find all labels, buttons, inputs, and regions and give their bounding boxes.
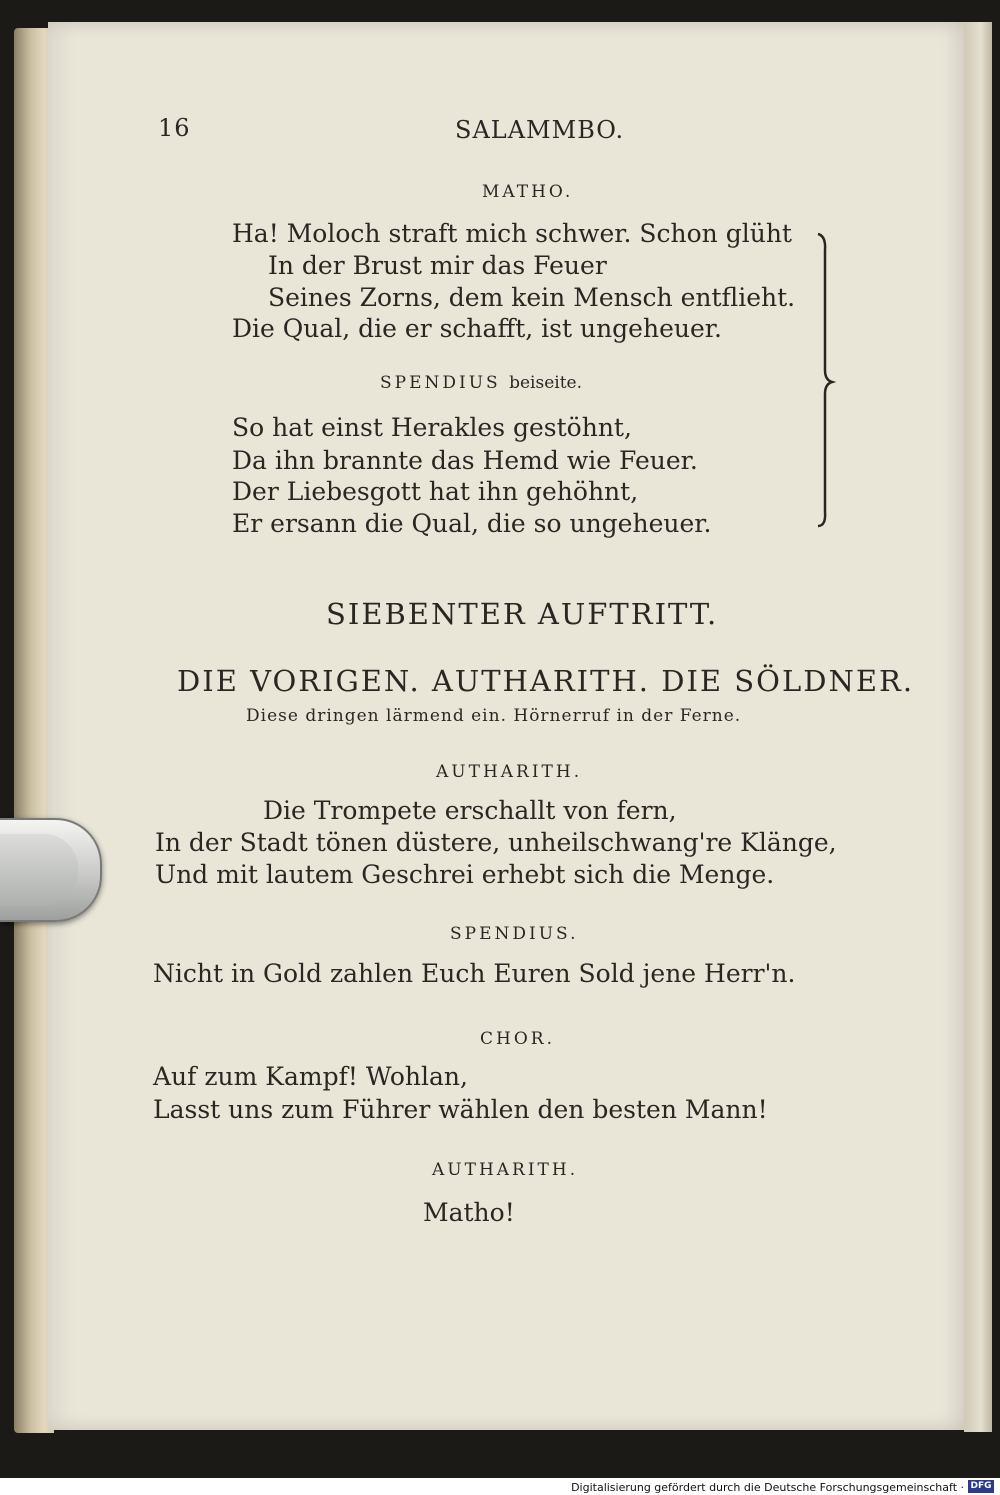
verse-line: Der Liebesgott hat ihn gehöhnt,: [232, 477, 639, 506]
scene-cast: DIE VORIGEN. AUTHARITH. DIE SÖLDNER.: [177, 664, 915, 698]
speaker-spendius: SPENDIUS.: [450, 924, 579, 944]
verse-line: Die Qual, die er schafft, ist ungeheuer.: [232, 314, 722, 343]
funding-credit: Digitalisierung gefördert durch die Deutsche Forschungsgemeinschaft ·: [571, 1481, 964, 1494]
verse-line: Auf zum Kampf! Wohlan,: [153, 1062, 468, 1091]
verse-line: Matho!: [423, 1198, 515, 1227]
speaker-chor: CHOR.: [480, 1029, 555, 1049]
dfg-logo: DFG: [968, 1480, 994, 1493]
right-brace: [810, 230, 836, 530]
page-number: 16: [158, 114, 191, 142]
running-head: SALAMMBO.: [455, 116, 625, 144]
verse-line: Nicht in Gold zahlen Euch Euren Sold jene Herr'n.: [153, 959, 796, 988]
scene-direction: Diese dringen lärmend ein. Hörnerruf in der Ferne.: [246, 706, 742, 726]
speaker-spendius-aside: [380, 375, 582, 392]
verse-line: In der Brust mir das Feuer: [268, 251, 607, 280]
verse-line: So hat einst Herakles gestöhnt,: [232, 413, 632, 442]
verse-line: Seines Zorns, dem kein Mensch entflieht.: [268, 283, 796, 312]
verse-line: Ha! Moloch straft mich schwer. Schon glüht: [232, 219, 792, 248]
page-clip: [0, 818, 102, 922]
speaker-autharith: AUTHARITH.: [436, 762, 583, 782]
speaker-matho: MATHO.: [482, 182, 574, 202]
verse-line: Lasst uns zum Führer wählen den besten Mann!: [153, 1095, 768, 1124]
verse-line: Er ersann die Qual, die so ungeheuer.: [232, 509, 712, 538]
speaker-name: SPENDIUS: [380, 373, 501, 393]
facing-page-strip: [964, 22, 992, 1432]
verse-line: Da ihn brannte das Hemd wie Feuer.: [232, 446, 698, 475]
verse-line: Die Trompete erschallt von fern,: [263, 796, 677, 825]
scene-title: SIEBENTER AUFTRITT.: [326, 597, 719, 631]
verse-line: In der Stadt tönen düstere, unheilschwang're Klänge,: [155, 828, 837, 857]
stage-direction: beiseite.: [509, 373, 582, 393]
verse-line: Und mit lautem Geschrei erhebt sich die Menge.: [155, 860, 775, 889]
speaker-autharith: AUTHARITH.: [432, 1160, 579, 1180]
